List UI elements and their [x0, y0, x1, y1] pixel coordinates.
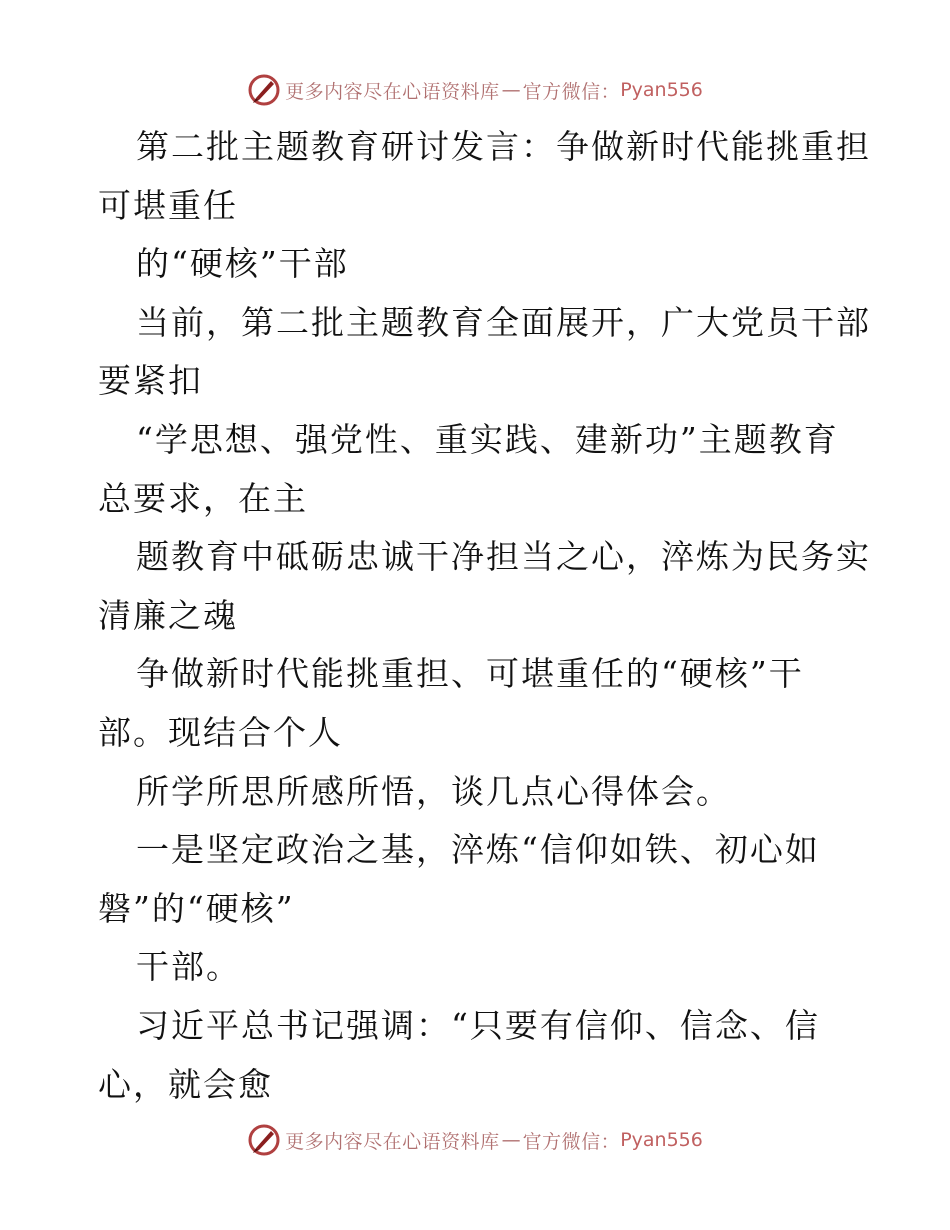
text-line: 第二批主题教育研讨发言：争做新时代能挑重担: [136, 127, 871, 166]
watermark-account: Pyan556: [620, 1129, 703, 1151]
text-line: 争做新时代能挑重担、可堪重任的“硬核”干: [136, 654, 804, 694]
header-watermark: [0, 70, 950, 110]
watermark-text: 更多内容尽在心语资料库: [285, 80, 500, 103]
footer-watermark: [0, 1120, 950, 1160]
quill-logo-icon: [247, 1123, 281, 1157]
text-line: 总要求，在主: [98, 478, 308, 518]
text-line: “学思想、强党性、重实践、建新功”主题教育: [136, 419, 839, 459]
quill-logo-icon: [247, 73, 281, 107]
text-line: 部。现结合个人: [98, 712, 343, 752]
text-line: 磐”的“硬核”: [98, 888, 295, 928]
watermark-wechat-label: 官方微信：: [522, 1130, 621, 1153]
document-body: [98, 118, 871, 1114]
text-line: 题教育中砥砺忠诚干净担当之心，淬炼为民务实: [136, 537, 871, 577]
watermark-account: Pyan556: [620, 79, 703, 101]
text-line: 习近平总书记强调：“只要有信仰、信念、信: [136, 1005, 820, 1045]
text-line: 所学所思所感所悟，谈几点心得体会。: [136, 771, 731, 811]
text-line: 可堪重任: [98, 185, 238, 225]
watermark-wechat-label: 官方微信：: [522, 80, 621, 103]
text-line: 要紧扣: [98, 361, 203, 401]
text-line: 当前，第二批主题教育全面展开，广大党员干部: [136, 302, 871, 342]
watermark-dash: —: [501, 1129, 521, 1151]
watermark-dash: —: [501, 79, 521, 101]
watermark-text: 更多内容尽在心语资料库: [285, 1130, 500, 1153]
text-line: 干部。: [136, 947, 241, 987]
text-line: 一是坚定政治之基，淬炼“信仰如铁、初心如: [136, 830, 820, 870]
text-line: 心，就会愈: [98, 1064, 273, 1104]
text-line: 清廉之魂: [98, 595, 238, 635]
text-line: 的“硬核”干部: [136, 244, 349, 284]
